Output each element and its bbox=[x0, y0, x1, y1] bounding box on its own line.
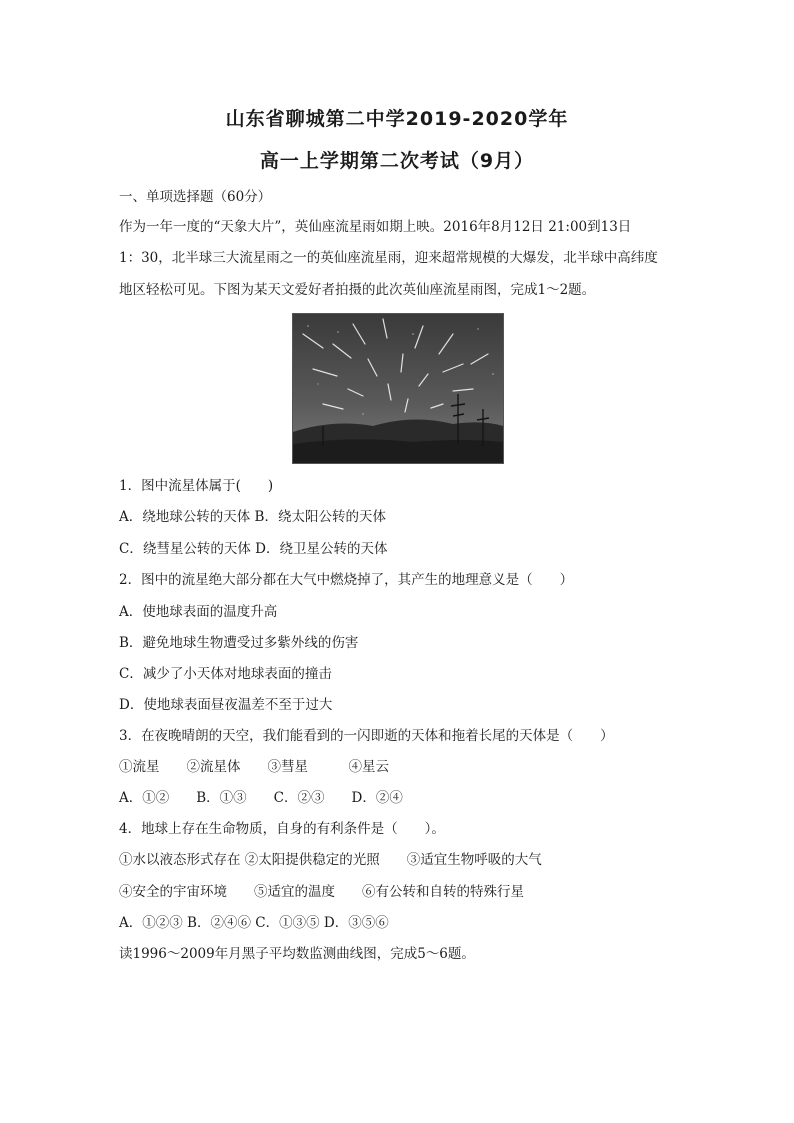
q4-items-2: ④安全的宇宙环境 ⑤适宜的温度 ⑥有公转和自转的特殊行星 bbox=[119, 884, 524, 900]
q3-options: A．①② B．①③ C．②③ D．②④ bbox=[119, 790, 403, 806]
q2-stem: 2．图中的流星绝大部分都在大气中燃烧掉了，其产生的地理意义是（ ） bbox=[119, 572, 574, 588]
q1-options-cd: C．绕彗星公转的天体 D．绕卫星公转的天体 bbox=[119, 541, 388, 557]
section-heading: 一、单项选择题（60分） bbox=[119, 189, 272, 205]
q1-options-ab: A．绕地球公转的天体 B．绕太阳公转的天体 bbox=[119, 509, 386, 525]
q2-option-a: A．使地球表面的温度升高 bbox=[119, 604, 278, 620]
intro-line-1: 作为一年一度的“天象大片”，英仙座流星雨如期上映。2016年8月12日 21:00到13日 bbox=[119, 219, 632, 235]
q4-items-1: ①水以液态形式存在 ②太阳提供稳定的光照 ③适宜生物呼吸的大气 bbox=[119, 852, 542, 868]
q1-stem: 1．图中流星体属于( ) bbox=[119, 478, 274, 494]
exam-title: 山东省聊城第二中学2019-2020学年 bbox=[225, 108, 569, 130]
exam-subtitle: 高一上学期第二次考试（9月） bbox=[259, 150, 535, 172]
q4-options: A．①②③ B．②④⑥ C．①③⑤ D．③⑤⑥ bbox=[119, 915, 389, 931]
intro-line-2: 1：30，北半球三大流星雨之一的英仙座流星雨，迎来超常规模的大爆发，北半球中高纬度 bbox=[119, 250, 658, 266]
q2-option-d: D．使地球表面昼夜温差不至于过大 bbox=[119, 697, 333, 713]
q5-6-intro: 读1996～2009年月黑子平均数监测曲线图，完成5～6题。 bbox=[119, 946, 475, 962]
intro-line-3: 地区轻松可见。下图为某天文爱好者拍摄的此次英仙座流星雨图，完成1～2题。 bbox=[119, 282, 596, 298]
q3-stem: 3．在夜晚晴朗的天空，我们能看到的一闪即逝的天体和拖着长尾的天体是（ ） bbox=[119, 728, 614, 744]
q3-items: ①流星 ②流星体 ③彗星 ④星云 bbox=[119, 759, 389, 775]
meteor-shower-photo bbox=[292, 313, 504, 464]
q2-option-c: C．减少了小天体对地球表面的撞击 bbox=[119, 666, 332, 682]
q4-stem: 4．地球上存在生命物质，自身的有利条件是（ ）。 bbox=[119, 821, 445, 837]
q2-option-b: B．避免地球生物遭受过多紫外线的伤害 bbox=[119, 635, 359, 651]
